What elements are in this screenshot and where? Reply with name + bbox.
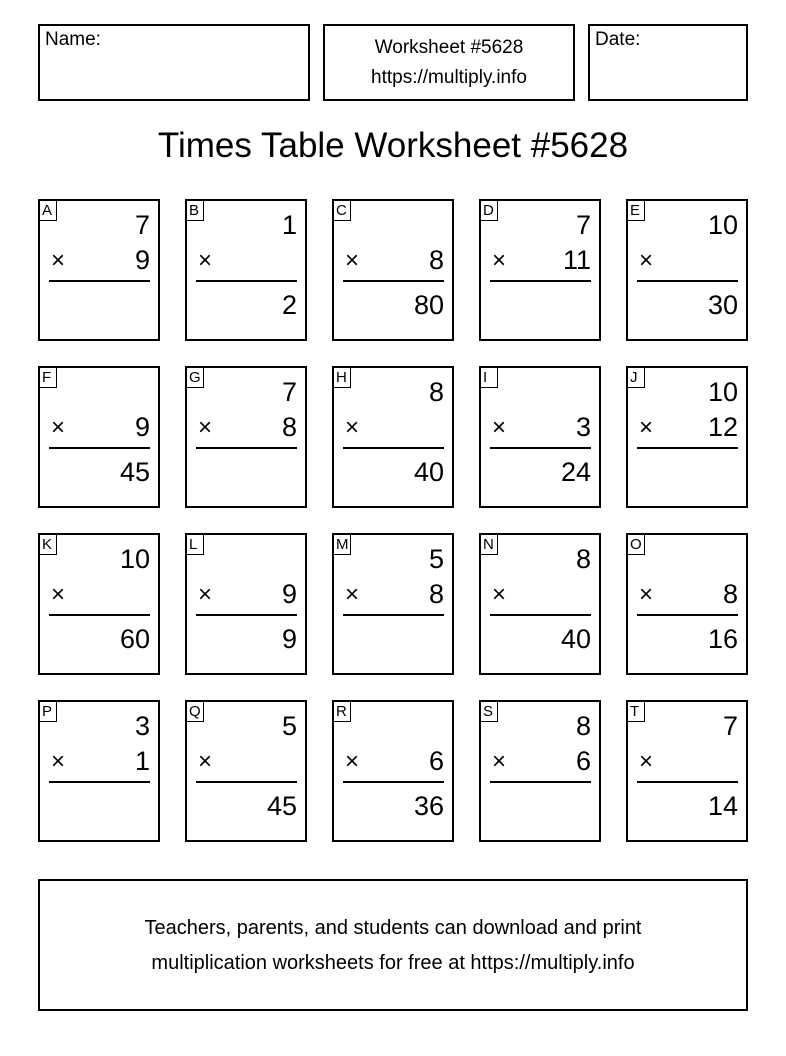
- problem-letter: Q: [186, 701, 204, 722]
- date-box[interactable]: [588, 24, 748, 101]
- problem-letter: I: [480, 367, 498, 388]
- name-label: Name:: [45, 29, 101, 50]
- product[interactable]: 80: [413, 290, 444, 320]
- problem-d: [479, 199, 601, 341]
- worksheet-number: Worksheet #5628: [374, 37, 524, 58]
- answer-rule: [490, 614, 591, 616]
- product[interactable]: 60: [119, 624, 150, 654]
- problem-letter: L: [186, 534, 204, 555]
- product[interactable]: 45: [266, 791, 297, 821]
- times-sign: ×: [345, 581, 360, 608]
- answer-rule: [637, 614, 738, 616]
- problem-s: [479, 700, 601, 842]
- problem-q: [185, 700, 307, 842]
- times-sign: ×: [639, 247, 654, 274]
- multiplicand[interactable]: 7: [575, 210, 591, 240]
- answer-rule: [343, 614, 444, 616]
- multiplicand[interactable]: 10: [707, 377, 738, 407]
- answer-rule: [49, 280, 150, 282]
- answer-rule: [49, 447, 150, 449]
- answer-rule: [196, 280, 297, 282]
- answer-rule: [637, 781, 738, 783]
- worksheet-url: https://multiply.info: [371, 67, 527, 88]
- times-sign: ×: [198, 414, 213, 441]
- answer-rule: [490, 781, 591, 783]
- problem-letter: S: [480, 701, 498, 722]
- product[interactable]: 40: [560, 624, 591, 654]
- problem-letter: M: [333, 534, 351, 555]
- problem-letter: C: [333, 200, 351, 221]
- name-box[interactable]: [38, 24, 310, 101]
- times-sign: ×: [639, 414, 654, 441]
- times-sign: ×: [492, 748, 507, 775]
- product[interactable]: 14: [707, 791, 738, 821]
- multiplicand[interactable]: 8: [575, 544, 591, 574]
- answer-rule: [637, 280, 738, 282]
- footer-line-1: Teachers, parents, and students can download and print: [144, 917, 642, 939]
- multiplier[interactable]: 11: [562, 245, 591, 275]
- problem-o: [626, 533, 748, 675]
- answer-rule: [196, 781, 297, 783]
- times-sign: ×: [492, 414, 507, 441]
- answer-rule: [343, 447, 444, 449]
- multiplier[interactable]: 8: [281, 412, 297, 442]
- multiplicand[interactable]: 3: [134, 711, 150, 741]
- times-sign: ×: [51, 247, 66, 274]
- multiplier[interactable]: 8: [428, 579, 444, 609]
- problem-letter: P: [39, 701, 57, 722]
- times-sign: ×: [198, 581, 213, 608]
- multiplier[interactable]: 8: [722, 579, 738, 609]
- problem-t: [626, 700, 748, 842]
- worksheet-info-box: [323, 24, 575, 101]
- footer-line-2: multiplication worksheets for free at https://multiply.info: [151, 952, 635, 974]
- answer-rule: [49, 781, 150, 783]
- times-sign: ×: [345, 748, 360, 775]
- times-sign: ×: [51, 748, 66, 775]
- answer-rule: [490, 280, 591, 282]
- problem-letter: O: [627, 534, 645, 555]
- multiplier[interactable]: 12: [707, 412, 738, 442]
- problem-i: [479, 366, 601, 508]
- multiplicand[interactable]: 8: [575, 711, 591, 741]
- multiplier[interactable]: 9: [281, 579, 297, 609]
- multiplier[interactable]: 1: [134, 746, 150, 776]
- problem-letter: K: [39, 534, 57, 555]
- problem-letter: D: [480, 200, 498, 221]
- times-sign: ×: [345, 247, 360, 274]
- answer-rule: [343, 280, 444, 282]
- multiplicand[interactable]: 8: [428, 377, 444, 407]
- product[interactable]: 24: [560, 457, 591, 487]
- multiplicand[interactable]: 7: [134, 210, 150, 240]
- times-sign: ×: [492, 247, 507, 274]
- answer-rule: [343, 781, 444, 783]
- multiplicand[interactable]: 7: [281, 377, 297, 407]
- times-sign: ×: [198, 247, 213, 274]
- footer-note: [38, 879, 748, 1011]
- product[interactable]: 40: [413, 457, 444, 487]
- multiplicand[interactable]: 10: [707, 210, 738, 240]
- multiplier[interactable]: 3: [575, 412, 591, 442]
- multiplicand[interactable]: 5: [281, 711, 297, 741]
- product[interactable]: 45: [119, 457, 150, 487]
- product[interactable]: 36: [413, 791, 444, 821]
- problem-a: [38, 199, 160, 341]
- product[interactable]: 30: [707, 290, 738, 320]
- answer-rule: [637, 447, 738, 449]
- date-label: Date:: [595, 29, 641, 50]
- times-sign: ×: [639, 748, 654, 775]
- problem-letter: F: [39, 367, 57, 388]
- problem-letter: R: [333, 701, 351, 722]
- problem-c: [332, 199, 454, 341]
- problem-g: [185, 366, 307, 508]
- problem-letter: A: [39, 200, 57, 221]
- problem-letter: B: [186, 200, 204, 221]
- product[interactable]: 2: [281, 290, 297, 320]
- times-sign: ×: [345, 414, 360, 441]
- problem-letter: T: [627, 701, 645, 722]
- multiplicand[interactable]: 5: [428, 544, 444, 574]
- answer-rule: [196, 447, 297, 449]
- times-sign: ×: [51, 414, 66, 441]
- multiplier[interactable]: 6: [575, 746, 591, 776]
- problem-letter: E: [627, 200, 645, 221]
- problem-f: [38, 366, 160, 508]
- problem-l: [185, 533, 307, 675]
- problem-letter: J: [627, 367, 645, 388]
- multiplier[interactable]: 6: [428, 746, 444, 776]
- problem-k: [38, 533, 160, 675]
- problem-n: [479, 533, 601, 675]
- multiplicand[interactable]: 1: [281, 210, 297, 240]
- answer-rule: [49, 614, 150, 616]
- multiplicand[interactable]: 7: [722, 711, 738, 741]
- multiplier[interactable]: 9: [134, 245, 150, 275]
- multiplier[interactable]: 9: [134, 412, 150, 442]
- page-title: Times Table Worksheet #5628: [157, 126, 629, 165]
- problem-letter: H: [333, 367, 351, 388]
- answer-rule: [490, 447, 591, 449]
- problem-e: [626, 199, 748, 341]
- problem-m: [332, 533, 454, 675]
- product[interactable]: 9: [281, 624, 297, 654]
- problem-b: [185, 199, 307, 341]
- multiplicand[interactable]: 10: [119, 544, 150, 574]
- problem-letter: G: [186, 367, 204, 388]
- problem-h: [332, 366, 454, 508]
- multiplier[interactable]: 8: [428, 245, 444, 275]
- problem-j: [626, 366, 748, 508]
- times-sign: ×: [492, 581, 507, 608]
- problem-letter: N: [480, 534, 498, 555]
- answer-rule: [196, 614, 297, 616]
- times-sign: ×: [639, 581, 654, 608]
- product[interactable]: 16: [707, 624, 738, 654]
- problem-p: [38, 700, 160, 842]
- times-sign: ×: [51, 581, 66, 608]
- times-sign: ×: [198, 748, 213, 775]
- problem-r: [332, 700, 454, 842]
